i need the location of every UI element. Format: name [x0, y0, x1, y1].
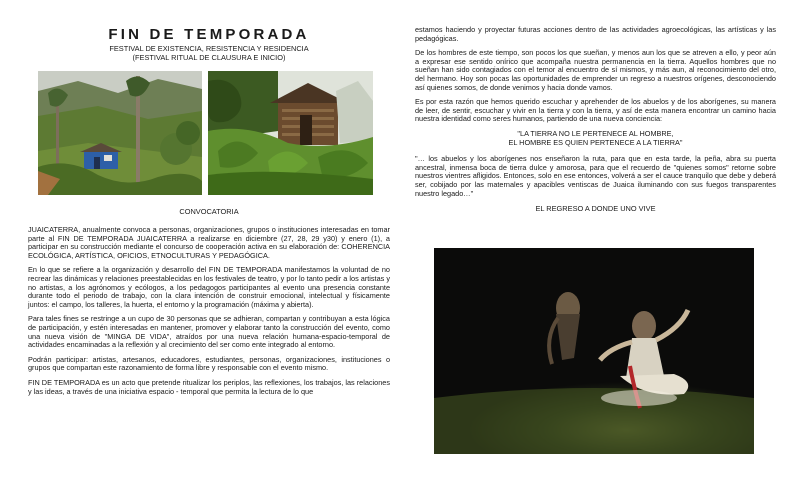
wooden-hut-photo	[208, 71, 373, 195]
left-paragraph-4: Podrán participar: artistas, artesanos, educadores, estudiantes, personas, organizaciones, instituciones o grupos que compartan este razonamiento de forma libre y responsable con el evento mismo.	[28, 354, 390, 373]
right-paragraph-1: estamos haciendo y proyectar futuras acciones dentro de las actividades agroecológicas, las artísticas y las pedagógicas.	[415, 25, 776, 43]
page-title: FIN DE TEMPORADA	[108, 26, 310, 43]
left-paragraph-3: Para tales fines se restringe a un cupo de 30 personas que se adhieran, compartan y contribuyan a esta lógica de participación, y estén interesadas en mantener, promover y elaborar tanto la construcción del evento, como una nueva visión de "MINGA DE VIDA", atraídos por una nueva relación humana-espacio-temporal de actividades encaminadas a la reflexión y al crecimiento del ser como ente integrado al entorno.	[28, 314, 390, 350]
right-page	[415, 26, 776, 217]
left-paragraph-5: FIN DE TEMPORADA es un acto que pretende ritualizar los periplos, las reflexiones, los trabajos, las relaciones y las ideas, a través de una iniciativa espacio - temporal que permita la lectura de lo que	[28, 377, 390, 396]
subtitle-line-2: (FESTIVAL RITUAL DE CLAUSURA E INICIO)	[132, 53, 286, 62]
night-ritual-photo	[434, 248, 754, 454]
left-paragraph-1: JUAICATERRA, anualmente convoca a personas, organizaciones, grupos o instituciones interesadas en tomar parte al FIN DE TEMPORADA JUAICATERRA a realizarse en diciembre (27, 28, 29 y30) y enero (1), a participar en su construcción mediante el concurso de cooperación activa en su elaboración de: COHERENCIA ECOLÓGICA, ARTÍSTICA, OFICIOS, ETNOCULTURAS Y PEDAGÓGICA.	[28, 225, 390, 260]
subtitle-line-1: FESTIVAL DE EXISTENCIA, RESISTENCIA Y RESIDENCIA	[109, 44, 309, 53]
quote-line-2: EL HOMBRE ES QUIEN PERTENECE A LA TIERRA"	[508, 137, 683, 147]
blue-house-photo	[38, 71, 202, 195]
earth-quote	[415, 130, 776, 147]
right-paragraph-2: De los hombres de este tiempo, son pocos los que sueñan, y menos aun los que se atreven a ello, y peor aún a expresar ese sentido onírico que acompaña nuestra permanencia en la tierra. Aquellos hombres que no sueñan han sido contagiados con el temor al encuentro de sí mismos, y más aun, al reconocimiento del otro, del hermano. Hoy son pocas las oportunidades de emprender un regreso a nuestros orígenes, desconociendo así quienes somos, de donde venimos y hacia donde vamos.	[415, 48, 776, 92]
right-paragraph-4: "… los abuelos y los aborígenes nos enseñaron la ruta, para que en esta tarde, la peña, abra su puerta ancestral, inmensa boca de tierra dulce y amorosa, para que el recuerdo de "quienes somos" retorne sobre nuestros vientres afligidos. Entonces, solo en ese entonces, volverá a ser el cauce tranquilo que debe y deberá ser, cobijado por las maternales y apacibles ventiscas de Juaica iluminando con sus fuegos transparentes nuestro legado…"	[415, 154, 776, 198]
quote-line-1: "LA TIERRA NO LE PERTENECE AL HOMBRE,	[517, 128, 674, 138]
left-page	[28, 26, 390, 402]
right-paragraph-3: Es por esta razón que hemos querido escuchar y aprehender de los abuelos y de los aborígenes, su manera de leer, de sentir, escuchar y vivir en la tierra y con la tierra, y así de esta manera encontrar un camino hacia nuestra identidad como seres humanos, partiendo de una nueva conciencia:	[415, 97, 776, 124]
regreso-heading: EL REGRESO A DONDE UNO VIVE	[535, 204, 656, 214]
photo-strip	[28, 71, 390, 197]
left-paragraph-2: En lo que se refiere a la organización y desarrollo del FIN DE TEMPORADA manifestamos la voluntad de no recrear las dinámicas y relaciones preestablecidas en los festivales de teatro, y por lo tanto pedir a los artistas y no artistas, a los agrónomos y ecólogos, a los pedagogos participantes al evento una presencia constante durante todo el periodo de trabajo, con la clara intención de construir emocional, intelectual y físicamente juntos: el campo, los talleres, la huerta, el entorno y la programación (máxima y abierta).	[28, 265, 390, 309]
convocatoria-heading: CONVOCATORIA	[179, 207, 239, 216]
